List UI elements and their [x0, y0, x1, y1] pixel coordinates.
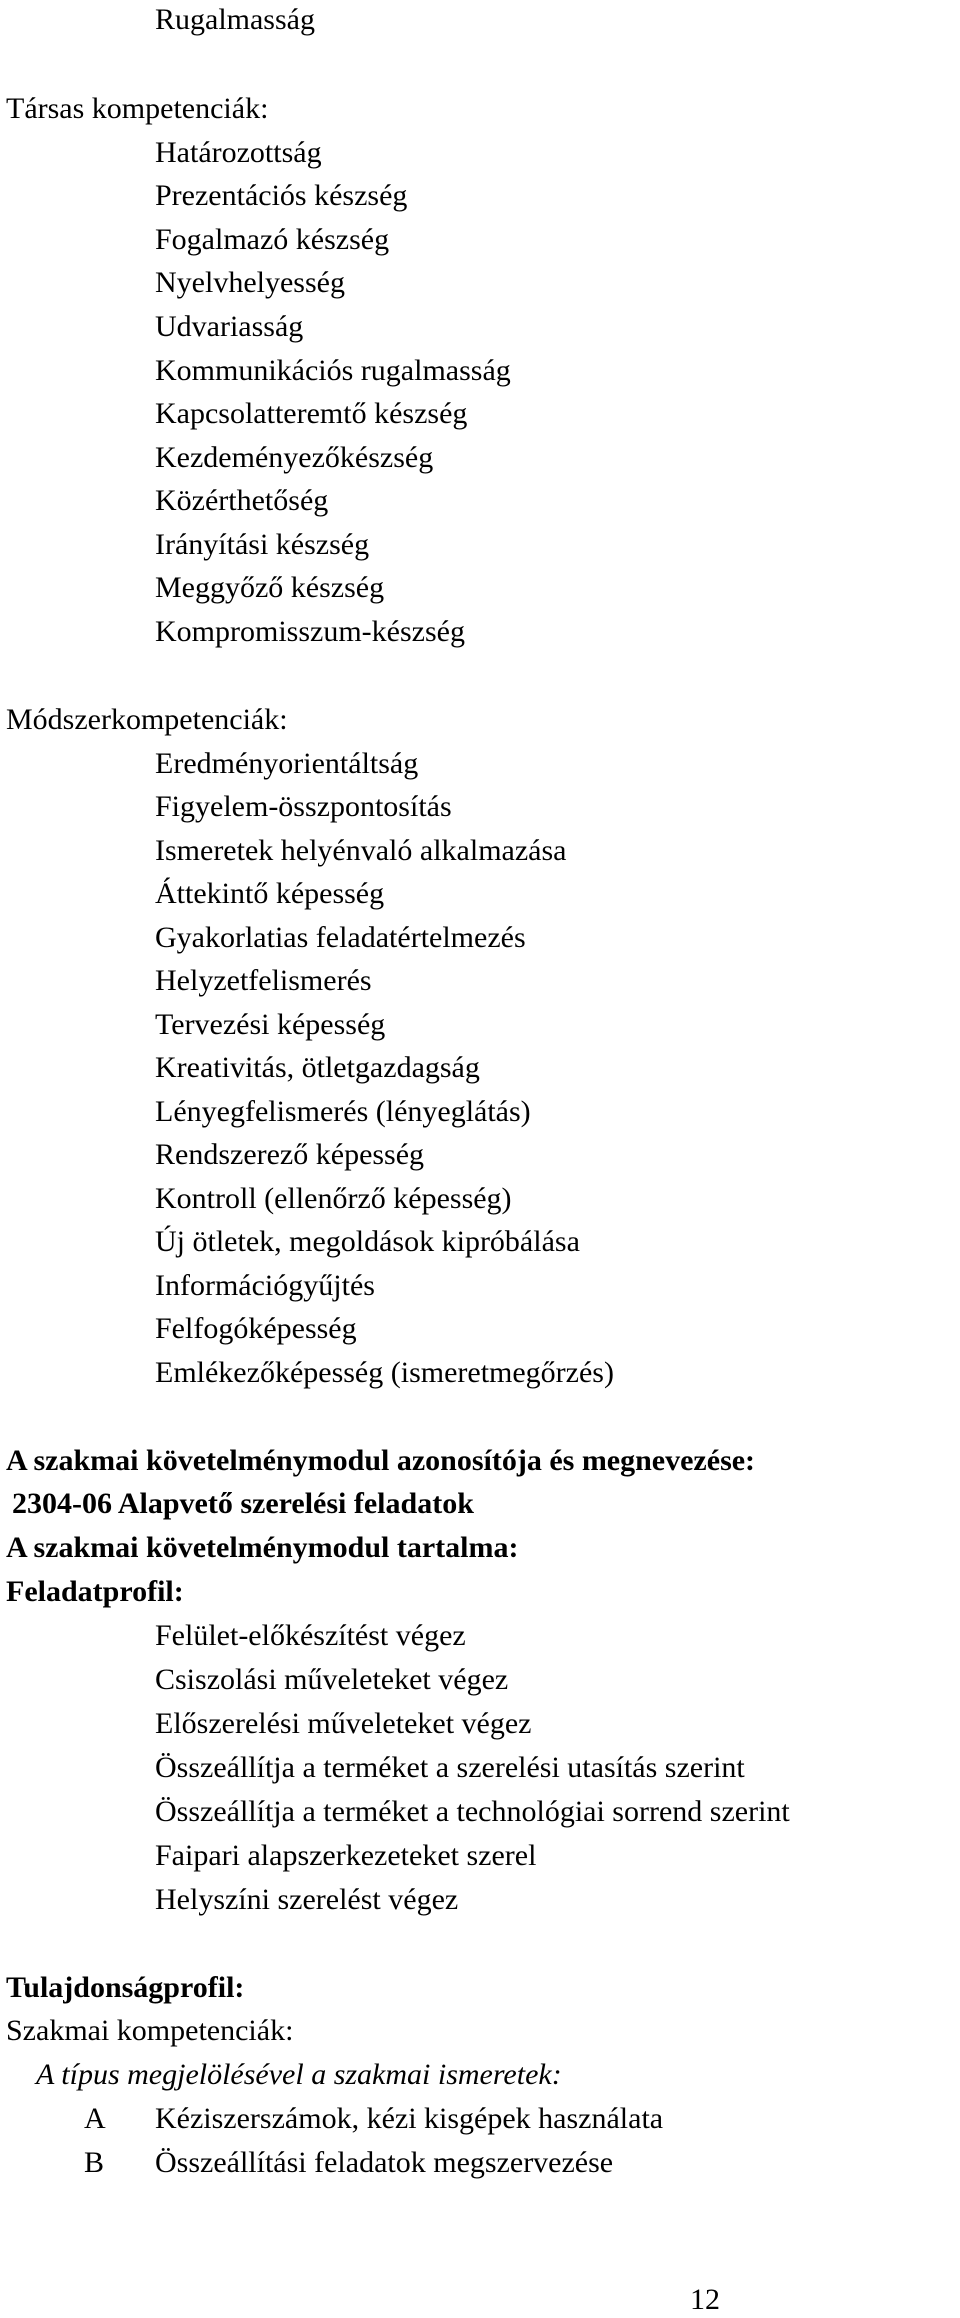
list-item: Emlékezőképesség (ismeretmegőrzés): [155, 1356, 614, 1389]
task-item: Helyszíni szerelést végez: [155, 1883, 459, 1916]
knowledge-letter: A: [84, 2102, 106, 2135]
list-item: Kommunikációs rugalmasság: [155, 354, 511, 387]
list-item: Figyelem-összpontosítás: [155, 790, 452, 823]
list-item: Határozottság: [155, 136, 322, 169]
list-item: Ismeretek helyénvaló alkalmazása: [155, 834, 567, 867]
module-id-heading: A szakmai követelménymodul azonosítója és megnevezése:: [6, 1444, 756, 1477]
list-item: Rendszerező képesség: [155, 1138, 425, 1171]
list-item: Nyelvhelyesség: [155, 266, 345, 299]
task-item: Felület-előkészítést végez: [155, 1619, 466, 1652]
list-item: Tervezési képesség: [155, 1008, 386, 1041]
list-item: Eredményorientáltság: [155, 747, 419, 780]
task-item: Előszerelési műveleteket végez: [155, 1707, 532, 1740]
professional-heading: Szakmai kompetenciák:: [6, 2014, 294, 2047]
knowledge-letter: B: [84, 2146, 105, 2179]
list-item: Prezentációs készség: [155, 179, 408, 212]
list-item: Közérthetőség: [155, 484, 329, 517]
list-item: Információgyűjtés: [155, 1269, 375, 1302]
list-item: Kezdeményezőkészség: [155, 441, 434, 474]
list-item: Áttekintő képesség: [155, 877, 385, 910]
module-id-value: 2304-06 Alapvető szerelési feladatok: [12, 1487, 474, 1520]
knowledge-text: Összeállítási feladatok megszervezése: [155, 2146, 614, 2179]
list-item: Kompromisszum-készség: [155, 615, 465, 648]
social-heading: Társas kompetenciák:: [6, 92, 269, 125]
list-item: Felfogóképesség: [155, 1312, 357, 1345]
task-item: Összeállítja a terméket a technológiai sorrend szerint: [155, 1795, 790, 1828]
property-profile-heading: Tulajdonságprofil:: [6, 1971, 245, 2004]
task-item: Összeállítja a terméket a szerelési utasítás szerint: [155, 1751, 745, 1784]
list-item: Udvariasság: [155, 310, 304, 343]
top-item: Rugalmasság: [155, 3, 315, 36]
module-content-heading: A szakmai követelménymodul tartalma:: [6, 1531, 519, 1564]
list-item: Kontroll (ellenőrző képesség): [155, 1182, 512, 1215]
task-profile-heading: Feladatprofil:: [6, 1575, 184, 1608]
list-item: Kreativitás, ötletgazdagság: [155, 1051, 480, 1084]
list-item: Lényegfelismerés (lényeglátás): [155, 1095, 531, 1128]
page-number: 12: [690, 2283, 720, 2316]
type-heading: A típus megjelölésével a szakmai ismeretek:: [36, 2058, 562, 2091]
list-item: Fogalmazó készség: [155, 223, 390, 256]
list-item: Irányítási készség: [155, 528, 370, 561]
list-item: Kapcsolatteremtő készség: [155, 397, 468, 430]
task-item: Faipari alapszerkezeteket szerel: [155, 1839, 537, 1872]
list-item: Meggyőző készség: [155, 571, 385, 604]
list-item: Új ötletek, megoldások kipróbálása: [155, 1225, 580, 1258]
list-item: Helyzetfelismerés: [155, 964, 372, 997]
list-item: Gyakorlatias feladatértelmezés: [155, 921, 526, 954]
knowledge-text: Kéziszerszámok, kézi kisgépek használata: [155, 2102, 664, 2135]
task-item: Csiszolási műveleteket végez: [155, 1663, 509, 1696]
method-heading: Módszerkompetenciák:: [6, 703, 288, 736]
